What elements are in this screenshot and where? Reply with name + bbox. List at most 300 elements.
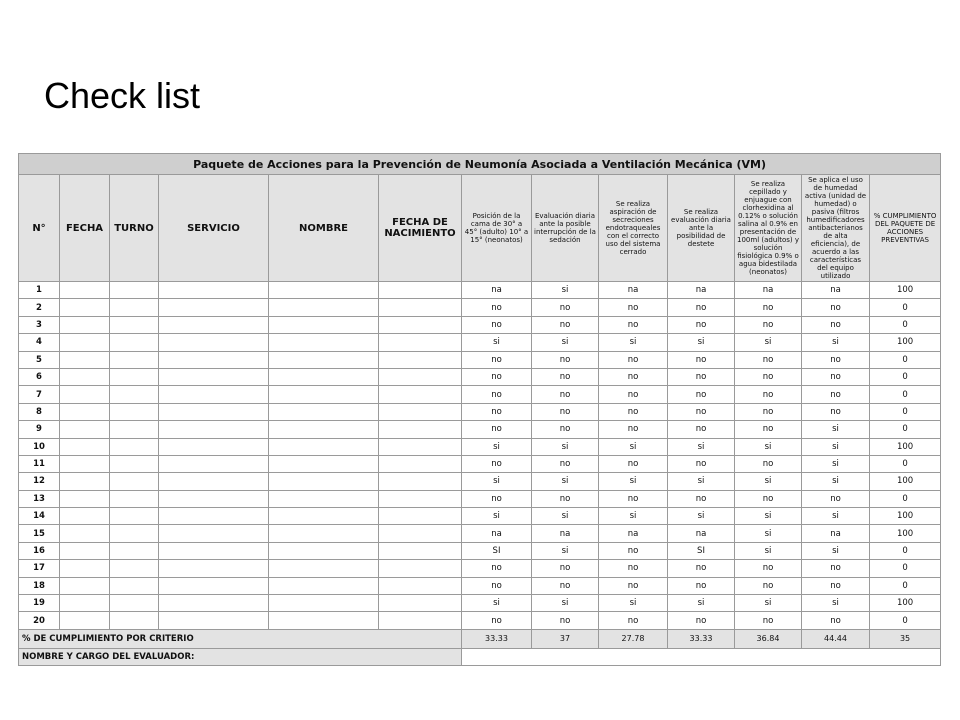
criterion-3-cell: no xyxy=(599,299,668,316)
criterion-4-cell: si xyxy=(668,595,735,612)
turno-cell[interactable] xyxy=(110,403,159,420)
criterion-2-cell: no xyxy=(532,455,599,472)
compliance-cell: 100 xyxy=(870,508,941,525)
servicio-cell[interactable] xyxy=(159,455,269,472)
evaluator-row xyxy=(19,648,941,665)
fecha-nacimiento-cell[interactable] xyxy=(379,542,462,559)
nombre-cell[interactable] xyxy=(269,438,379,455)
header-criterion-4: Se realiza evaluación diaria ante la posibilidad de destete xyxy=(668,175,735,282)
criterion-4-cell: no xyxy=(668,455,735,472)
fecha-nacimiento-cell[interactable] xyxy=(379,595,462,612)
table-row xyxy=(19,421,941,438)
table-body xyxy=(19,282,941,630)
servicio-cell[interactable] xyxy=(159,490,269,507)
criterion-2-cell: no xyxy=(532,612,599,629)
compliance-cell: 100 xyxy=(870,334,941,351)
row-number: 19 xyxy=(19,595,60,612)
criterion-6-cell: no xyxy=(802,316,870,333)
turno-cell[interactable] xyxy=(110,316,159,333)
criterion-4-cell: na xyxy=(668,282,735,299)
criterion-2-cell: si xyxy=(532,282,599,299)
criterion-2-cell: si xyxy=(532,473,599,490)
row-number: 1 xyxy=(19,282,60,299)
criterion-4-cell: no xyxy=(668,612,735,629)
criterion-3-cell: si xyxy=(599,508,668,525)
compliance-cell: 100 xyxy=(870,473,941,490)
turno-cell[interactable] xyxy=(110,577,159,594)
header-fecha-nacimiento: FECHA DE NACIMIENTO xyxy=(379,175,462,282)
nombre-cell[interactable] xyxy=(269,351,379,368)
criterion-1-cell: no xyxy=(462,299,532,316)
fecha-nacimiento-cell[interactable] xyxy=(379,438,462,455)
criterion-1-cell: no xyxy=(462,403,532,420)
nombre-cell[interactable] xyxy=(269,542,379,559)
slide-title: Check list xyxy=(44,75,201,116)
nombre-cell[interactable] xyxy=(269,473,379,490)
criterion-5-cell: no xyxy=(735,403,802,420)
criteria-compliance-total: 35 xyxy=(870,629,941,648)
nombre-cell[interactable] xyxy=(269,595,379,612)
fecha-nacimiento-cell[interactable] xyxy=(379,334,462,351)
criterion-3-cell: no xyxy=(599,351,668,368)
servicio-cell[interactable] xyxy=(159,612,269,629)
row-number: 14 xyxy=(19,508,60,525)
servicio-cell[interactable] xyxy=(159,473,269,490)
row-number: 3 xyxy=(19,316,60,333)
criterion-1-cell: na xyxy=(462,525,532,542)
servicio-cell[interactable] xyxy=(159,421,269,438)
compliance-cell: 100 xyxy=(870,525,941,542)
criterion-3-cell: no xyxy=(599,403,668,420)
criterion-4-cell: SI xyxy=(668,542,735,559)
criterion-5-cell: si xyxy=(735,438,802,455)
criterion-4-cell: si xyxy=(668,508,735,525)
criterion-5-cell: no xyxy=(735,612,802,629)
fecha-cell[interactable] xyxy=(60,473,110,490)
fecha-nacimiento-cell[interactable] xyxy=(379,368,462,385)
criterion-4-cell: no xyxy=(668,490,735,507)
fecha-cell[interactable] xyxy=(60,368,110,385)
servicio-cell[interactable] xyxy=(159,403,269,420)
criterion-3-cell: si xyxy=(599,595,668,612)
compliance-cell: 0 xyxy=(870,490,941,507)
servicio-cell[interactable] xyxy=(159,542,269,559)
criterion-2-cell: no xyxy=(532,368,599,385)
criterion-3-cell: no xyxy=(599,560,668,577)
criterion-6-cell: no xyxy=(802,403,870,420)
compliance-cell: 0 xyxy=(870,386,941,403)
compliance-cell: 0 xyxy=(870,403,941,420)
turno-cell[interactable] xyxy=(110,421,159,438)
row-number: 16 xyxy=(19,542,60,559)
table-row xyxy=(19,282,941,299)
servicio-cell[interactable] xyxy=(159,577,269,594)
fecha-cell[interactable] xyxy=(60,421,110,438)
criterion-5-cell: no xyxy=(735,490,802,507)
nombre-cell[interactable] xyxy=(269,525,379,542)
criterion-1-cell: si xyxy=(462,473,532,490)
row-number: 9 xyxy=(19,421,60,438)
criterion-1-cell: SI xyxy=(462,542,532,559)
nombre-cell[interactable] xyxy=(269,577,379,594)
fecha-nacimiento-cell[interactable] xyxy=(379,560,462,577)
fecha-nacimiento-cell[interactable] xyxy=(379,316,462,333)
fecha-cell[interactable] xyxy=(60,438,110,455)
criterion-2-cell: no xyxy=(532,560,599,577)
criterion-3-cell: no xyxy=(599,368,668,385)
criterion-6-cell: no xyxy=(802,368,870,385)
criterion-2-cell: no xyxy=(532,577,599,594)
table-row xyxy=(19,368,941,385)
evaluator-label: NOMBRE Y CARGO DEL EVALUADOR: xyxy=(19,648,462,665)
criterion-3-cell: no xyxy=(599,386,668,403)
criterion-2-cell: no xyxy=(532,490,599,507)
criterion-6-cell: no xyxy=(802,351,870,368)
fecha-cell[interactable] xyxy=(60,403,110,420)
criterion-5-cell: si xyxy=(735,542,802,559)
table-row xyxy=(19,542,941,559)
table-row xyxy=(19,299,941,316)
criterion-1-cell: no xyxy=(462,421,532,438)
criterion-3-cell: no xyxy=(599,490,668,507)
compliance-cell: 0 xyxy=(870,455,941,472)
fecha-nacimiento-cell[interactable] xyxy=(379,351,462,368)
table-row xyxy=(19,595,941,612)
criterion-4-cell: no xyxy=(668,386,735,403)
criterion-2-cell: no xyxy=(532,351,599,368)
row-number: 8 xyxy=(19,403,60,420)
header-criterion-6: Se aplica el uso de humedad activa (unidad de humedad) o pasiva (filtros humedificadores antibacterianos de alta eficiencia), de acuerdo a las características del equipo utilizado xyxy=(802,175,870,282)
table-row xyxy=(19,351,941,368)
fecha-nacimiento-cell[interactable] xyxy=(379,490,462,507)
compliance-cell: 0 xyxy=(870,368,941,385)
servicio-cell[interactable] xyxy=(159,438,269,455)
criterion-3-cell: si xyxy=(599,473,668,490)
fecha-nacimiento-cell[interactable] xyxy=(379,473,462,490)
header-criterion-2: Evaluación diaria ante la posible interrupción de la sedación xyxy=(532,175,599,282)
criterion-5-cell: no xyxy=(735,299,802,316)
fecha-cell[interactable] xyxy=(60,612,110,629)
header-turno: TURNO xyxy=(110,175,159,282)
compliance-cell: 0 xyxy=(870,299,941,316)
turno-cell[interactable] xyxy=(110,473,159,490)
table-row xyxy=(19,490,941,507)
criteria-compliance-4: 33.33 xyxy=(668,629,735,648)
row-number: 7 xyxy=(19,386,60,403)
table-row xyxy=(19,316,941,333)
criteria-compliance-row xyxy=(19,629,941,648)
compliance-cell: 0 xyxy=(870,316,941,333)
row-number: 11 xyxy=(19,455,60,472)
criterion-3-cell: si xyxy=(599,334,668,351)
fecha-cell[interactable] xyxy=(60,299,110,316)
fecha-cell[interactable] xyxy=(60,386,110,403)
header-criterion-1: Posición de la cama de 30° a 45° (adulto) 10° a 15° (neonatos) xyxy=(462,175,532,282)
criteria-compliance-2: 37 xyxy=(532,629,599,648)
fecha-nacimiento-cell[interactable] xyxy=(379,612,462,629)
table-row xyxy=(19,473,941,490)
nombre-cell[interactable] xyxy=(269,455,379,472)
criterion-6-cell: si xyxy=(802,421,870,438)
criterion-5-cell: no xyxy=(735,368,802,385)
criterion-1-cell: no xyxy=(462,455,532,472)
compliance-cell: 0 xyxy=(870,560,941,577)
criterion-6-cell: si xyxy=(802,455,870,472)
row-number: 5 xyxy=(19,351,60,368)
compliance-cell: 0 xyxy=(870,577,941,594)
criteria-compliance-label: % DE CUMPLIMIENTO POR CRITERIO xyxy=(19,629,462,648)
table-row xyxy=(19,577,941,594)
criterion-6-cell: no xyxy=(802,299,870,316)
criterion-3-cell: no xyxy=(599,455,668,472)
criterion-5-cell: si xyxy=(735,334,802,351)
criterion-1-cell: no xyxy=(462,316,532,333)
servicio-cell[interactable] xyxy=(159,595,269,612)
compliance-cell: 0 xyxy=(870,542,941,559)
criterion-2-cell: si xyxy=(532,334,599,351)
compliance-cell: 0 xyxy=(870,351,941,368)
turno-cell[interactable] xyxy=(110,595,159,612)
criterion-3-cell: na xyxy=(599,282,668,299)
criterion-6-cell: si xyxy=(802,595,870,612)
fecha-nacimiento-cell[interactable] xyxy=(379,386,462,403)
fecha-cell[interactable] xyxy=(60,595,110,612)
criterion-5-cell: na xyxy=(735,282,802,299)
turno-cell[interactable] xyxy=(110,299,159,316)
criterion-2-cell: si xyxy=(532,438,599,455)
criterion-5-cell: no xyxy=(735,386,802,403)
header-servicio: SERVICIO xyxy=(159,175,269,282)
turno-cell[interactable] xyxy=(110,560,159,577)
servicio-cell[interactable] xyxy=(159,299,269,316)
table-banner: Paquete de Acciones para la Prevención de Neumonía Asociada a Ventilación Mecánica (VM) xyxy=(19,154,941,175)
criterion-2-cell: si xyxy=(532,595,599,612)
criterion-2-cell: na xyxy=(532,525,599,542)
criterion-6-cell: no xyxy=(802,386,870,403)
compliance-cell: 0 xyxy=(870,421,941,438)
table-row xyxy=(19,455,941,472)
nombre-cell[interactable] xyxy=(269,282,379,299)
nombre-cell[interactable] xyxy=(269,403,379,420)
turno-cell[interactable] xyxy=(110,612,159,629)
criterion-1-cell: no xyxy=(462,612,532,629)
header-criterion-5: Se realiza cepillado y enjuague con clorhexidina al 0.12% o solución salina al 0.9% en presentación de 100ml (adultos) y solución fisiológica 0.9% o agua bidestilada (neonatos) xyxy=(735,175,802,282)
criteria-compliance-1: 33.33 xyxy=(462,629,532,648)
row-number: 20 xyxy=(19,612,60,629)
fecha-cell[interactable] xyxy=(60,560,110,577)
header-criterion-3: Se realiza aspiración de secreciones endotraqueales con el correcto uso del sistema cerrado xyxy=(599,175,668,282)
criterion-3-cell: no xyxy=(599,421,668,438)
fecha-cell[interactable] xyxy=(60,525,110,542)
criterion-4-cell: no xyxy=(668,560,735,577)
nombre-cell[interactable] xyxy=(269,386,379,403)
criterion-2-cell: no xyxy=(532,299,599,316)
turno-cell[interactable] xyxy=(110,455,159,472)
criterion-5-cell: no xyxy=(735,455,802,472)
criterion-6-cell: no xyxy=(802,490,870,507)
criterion-5-cell: no xyxy=(735,577,802,594)
criterion-3-cell: si xyxy=(599,438,668,455)
fecha-nacimiento-cell[interactable] xyxy=(379,299,462,316)
row-number: 12 xyxy=(19,473,60,490)
criterion-6-cell: no xyxy=(802,612,870,629)
header-compliance: % CUMPLIMIENTO DEL PAQUETE DE ACCIONES PREVENTIVAS xyxy=(870,175,941,282)
criterion-5-cell: si xyxy=(735,508,802,525)
fecha-nacimiento-cell[interactable] xyxy=(379,403,462,420)
nombre-cell[interactable] xyxy=(269,316,379,333)
criterion-5-cell: no xyxy=(735,316,802,333)
compliance-cell: 100 xyxy=(870,282,941,299)
servicio-cell[interactable] xyxy=(159,560,269,577)
servicio-cell[interactable] xyxy=(159,508,269,525)
compliance-cell: 100 xyxy=(870,595,941,612)
criterion-5-cell: no xyxy=(735,560,802,577)
nombre-cell[interactable] xyxy=(269,421,379,438)
fecha-cell[interactable] xyxy=(60,508,110,525)
row-number: 10 xyxy=(19,438,60,455)
criterion-6-cell: si xyxy=(802,438,870,455)
criterion-3-cell: na xyxy=(599,525,668,542)
criterion-2-cell: si xyxy=(532,508,599,525)
criterion-1-cell: si xyxy=(462,595,532,612)
nombre-cell[interactable] xyxy=(269,508,379,525)
criterion-4-cell: no xyxy=(668,368,735,385)
criterion-6-cell: si xyxy=(802,508,870,525)
row-number: 15 xyxy=(19,525,60,542)
servicio-cell[interactable] xyxy=(159,351,269,368)
table-row xyxy=(19,386,941,403)
table-row xyxy=(19,508,941,525)
criterion-1-cell: si xyxy=(462,508,532,525)
table-row xyxy=(19,612,941,629)
fecha-cell[interactable] xyxy=(60,577,110,594)
nombre-cell[interactable] xyxy=(269,560,379,577)
servicio-cell[interactable] xyxy=(159,334,269,351)
table-row xyxy=(19,438,941,455)
table-row xyxy=(19,403,941,420)
row-number: 13 xyxy=(19,490,60,507)
table-row xyxy=(19,560,941,577)
servicio-cell[interactable] xyxy=(159,316,269,333)
fecha-nacimiento-cell[interactable] xyxy=(379,525,462,542)
criterion-4-cell: si xyxy=(668,473,735,490)
criterion-2-cell: si xyxy=(532,542,599,559)
row-number: 2 xyxy=(19,299,60,316)
turno-cell[interactable] xyxy=(110,525,159,542)
criteria-compliance-3: 27.78 xyxy=(599,629,668,648)
evaluator-field[interactable] xyxy=(462,648,941,665)
turno-cell[interactable] xyxy=(110,508,159,525)
fecha-cell[interactable] xyxy=(60,490,110,507)
fecha-cell[interactable] xyxy=(60,351,110,368)
criterion-1-cell: no xyxy=(462,577,532,594)
criterion-6-cell: na xyxy=(802,525,870,542)
compliance-cell: 0 xyxy=(870,612,941,629)
criterion-4-cell: si xyxy=(668,438,735,455)
criterion-3-cell: no xyxy=(599,316,668,333)
criterion-1-cell: si xyxy=(462,438,532,455)
nombre-cell[interactable] xyxy=(269,368,379,385)
turno-cell[interactable] xyxy=(110,351,159,368)
fecha-cell[interactable] xyxy=(60,455,110,472)
servicio-cell[interactable] xyxy=(159,282,269,299)
row-number: 17 xyxy=(19,560,60,577)
criteria-compliance-6: 44.44 xyxy=(802,629,870,648)
criterion-2-cell: no xyxy=(532,421,599,438)
criterion-6-cell: na xyxy=(802,282,870,299)
header-num: N° xyxy=(19,175,60,282)
criterion-2-cell: no xyxy=(532,386,599,403)
turno-cell[interactable] xyxy=(110,386,159,403)
fecha-nacimiento-cell[interactable] xyxy=(379,455,462,472)
criterion-1-cell: no xyxy=(462,560,532,577)
servicio-cell[interactable] xyxy=(159,386,269,403)
header-nombre: NOMBRE xyxy=(269,175,379,282)
criterion-3-cell: no xyxy=(599,577,668,594)
criterion-4-cell: na xyxy=(668,525,735,542)
checklist-table xyxy=(18,153,941,666)
header-fecha: FECHA xyxy=(60,175,110,282)
criterion-6-cell: si xyxy=(802,542,870,559)
criterion-5-cell: no xyxy=(735,351,802,368)
fecha-cell[interactable] xyxy=(60,316,110,333)
nombre-cell[interactable] xyxy=(269,334,379,351)
turno-cell[interactable] xyxy=(110,282,159,299)
fecha-cell[interactable] xyxy=(60,334,110,351)
nombre-cell[interactable] xyxy=(269,299,379,316)
fecha-nacimiento-cell[interactable] xyxy=(379,282,462,299)
criterion-4-cell: no xyxy=(668,316,735,333)
criterion-1-cell: no xyxy=(462,386,532,403)
criterion-1-cell: no xyxy=(462,490,532,507)
criterion-6-cell: si xyxy=(802,334,870,351)
criterion-4-cell: no xyxy=(668,403,735,420)
nombre-cell[interactable] xyxy=(269,490,379,507)
servicio-cell[interactable] xyxy=(159,368,269,385)
criterion-4-cell: si xyxy=(668,334,735,351)
criterion-1-cell: no xyxy=(462,351,532,368)
fecha-nacimiento-cell[interactable] xyxy=(379,421,462,438)
turno-cell[interactable] xyxy=(110,368,159,385)
table-row xyxy=(19,334,941,351)
criterion-1-cell: no xyxy=(462,368,532,385)
criterion-6-cell: si xyxy=(802,473,870,490)
nombre-cell[interactable] xyxy=(269,612,379,629)
fecha-nacimiento-cell[interactable] xyxy=(379,577,462,594)
row-number: 6 xyxy=(19,368,60,385)
fecha-cell[interactable] xyxy=(60,282,110,299)
criterion-5-cell: si xyxy=(735,595,802,612)
turno-cell[interactable] xyxy=(110,334,159,351)
turno-cell[interactable] xyxy=(110,438,159,455)
criterion-4-cell: no xyxy=(668,577,735,594)
fecha-nacimiento-cell[interactable] xyxy=(379,508,462,525)
turno-cell[interactable] xyxy=(110,542,159,559)
turno-cell[interactable] xyxy=(110,490,159,507)
criterion-4-cell: no xyxy=(668,421,735,438)
criterion-1-cell: na xyxy=(462,282,532,299)
criterion-2-cell: no xyxy=(532,316,599,333)
row-number: 4 xyxy=(19,334,60,351)
criterion-3-cell: no xyxy=(599,612,668,629)
criterion-6-cell: no xyxy=(802,560,870,577)
fecha-cell[interactable] xyxy=(60,542,110,559)
compliance-cell: 100 xyxy=(870,438,941,455)
servicio-cell[interactable] xyxy=(159,525,269,542)
criterion-1-cell: si xyxy=(462,334,532,351)
criterion-5-cell: no xyxy=(735,421,802,438)
criterion-6-cell: no xyxy=(802,577,870,594)
